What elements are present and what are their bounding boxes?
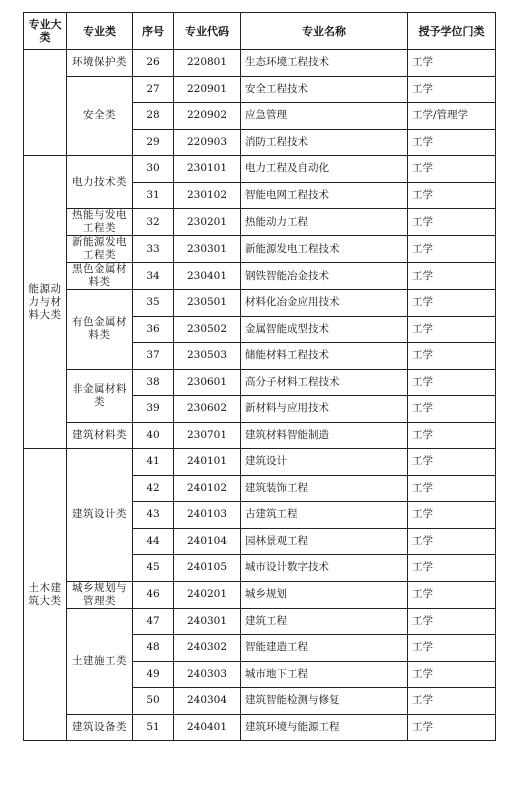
major-name-cell: 生态环境工程技术	[241, 50, 408, 77]
major-name-cell: 热能动力工程	[241, 209, 408, 236]
table-row	[24, 422, 496, 449]
subcategory-cell: 建筑设备类	[67, 714, 133, 741]
degree-cell: 工学	[408, 316, 496, 343]
table-row	[24, 449, 496, 476]
code-cell: 230503	[174, 343, 241, 370]
table-row	[24, 581, 496, 608]
seq-cell: 26	[133, 50, 174, 77]
code-cell: 240302	[174, 635, 241, 662]
major-name-cell: 高分子材料工程技术	[241, 369, 408, 396]
seq-cell: 33	[133, 236, 174, 263]
seq-cell: 42	[133, 475, 174, 502]
degree-cell: 工学	[408, 555, 496, 582]
code-cell: 230401	[174, 263, 241, 290]
major-name-cell: 园林景观工程	[241, 528, 408, 555]
degree-cell: 工学	[408, 714, 496, 741]
subcategory-cell: 环境保护类	[67, 50, 133, 77]
subcategory-cell: 热能与发电工程类	[67, 209, 133, 236]
major-name-cell: 建筑设计	[241, 449, 408, 476]
degree-cell: 工学	[408, 263, 496, 290]
major-name-cell: 智能建造工程	[241, 635, 408, 662]
seq-cell: 44	[133, 528, 174, 555]
degree-cell: 工学	[408, 182, 496, 209]
degree-cell: 工学	[408, 581, 496, 608]
majors-table	[23, 12, 496, 741]
major-name-cell: 建筑材料智能制造	[241, 422, 408, 449]
table-row	[24, 608, 496, 635]
code-cell: 220901	[174, 76, 241, 103]
seq-cell: 50	[133, 688, 174, 715]
seq-cell: 51	[133, 714, 174, 741]
header-category: 专业大类	[24, 13, 67, 50]
code-cell: 230201	[174, 209, 241, 236]
seq-cell: 36	[133, 316, 174, 343]
seq-cell: 40	[133, 422, 174, 449]
degree-cell: 工学	[408, 475, 496, 502]
code-cell: 240304	[174, 688, 241, 715]
subcategory-cell: 有色金属材料类	[67, 290, 133, 370]
table-row	[24, 76, 496, 103]
degree-cell: 工学	[408, 688, 496, 715]
major-name-cell: 古建筑工程	[241, 502, 408, 529]
degree-cell: 工学	[408, 236, 496, 263]
major-name-cell: 材料化冶金应用技术	[241, 290, 408, 317]
degree-cell: 工学	[408, 635, 496, 662]
major-name-cell: 城市地下工程	[241, 661, 408, 688]
seq-cell: 43	[133, 502, 174, 529]
degree-cell: 工学	[408, 209, 496, 236]
category-cell	[24, 50, 67, 156]
header-code: 专业代码	[174, 13, 241, 50]
major-name-cell: 储能材料工程技术	[241, 343, 408, 370]
degree-cell: 工学	[408, 156, 496, 183]
category-cell: 能源动力与材料大类	[24, 156, 67, 449]
major-name-cell: 智能电网工程技术	[241, 182, 408, 209]
subcategory-cell: 非金属材料类	[67, 369, 133, 422]
code-cell: 240104	[174, 528, 241, 555]
major-name-cell: 消防工程技术	[241, 129, 408, 156]
degree-cell: 工学	[408, 661, 496, 688]
subcategory-cell: 建筑材料类	[67, 422, 133, 449]
degree-cell: 工学	[408, 290, 496, 317]
table-row	[24, 50, 496, 77]
degree-cell: 工学	[408, 422, 496, 449]
degree-cell: 工学	[408, 396, 496, 423]
seq-cell: 39	[133, 396, 174, 423]
major-name-cell: 金属智能成型技术	[241, 316, 408, 343]
code-cell: 230502	[174, 316, 241, 343]
table-row	[24, 290, 496, 317]
degree-cell: 工学/管理学	[408, 103, 496, 130]
seq-cell: 48	[133, 635, 174, 662]
degree-cell: 工学	[408, 343, 496, 370]
table-row	[24, 209, 496, 236]
seq-cell: 46	[133, 581, 174, 608]
code-cell: 240301	[174, 608, 241, 635]
degree-cell: 工学	[408, 50, 496, 77]
table-row	[24, 369, 496, 396]
degree-cell: 工学	[408, 76, 496, 103]
code-cell: 240201	[174, 581, 241, 608]
table-row	[24, 236, 496, 263]
major-name-cell: 钢铁智能冶金技术	[241, 263, 408, 290]
seq-cell: 31	[133, 182, 174, 209]
table-row	[24, 156, 496, 183]
header-seq: 序号	[133, 13, 174, 50]
major-name-cell: 建筑工程	[241, 608, 408, 635]
code-cell: 230701	[174, 422, 241, 449]
code-cell: 230102	[174, 182, 241, 209]
header-degree: 授予学位门类	[408, 13, 496, 50]
seq-cell: 47	[133, 608, 174, 635]
degree-cell: 工学	[408, 528, 496, 555]
major-name-cell: 城市设计数字技术	[241, 555, 408, 582]
seq-cell: 28	[133, 103, 174, 130]
seq-cell: 27	[133, 76, 174, 103]
code-cell: 230101	[174, 156, 241, 183]
category-cell: 土木建筑大类	[24, 449, 67, 741]
subcategory-cell: 黑色金属材料类	[67, 263, 133, 290]
code-cell: 240303	[174, 661, 241, 688]
code-cell: 240401	[174, 714, 241, 741]
seq-cell: 30	[133, 156, 174, 183]
seq-cell: 29	[133, 129, 174, 156]
seq-cell: 49	[133, 661, 174, 688]
code-cell: 230601	[174, 369, 241, 396]
major-name-cell: 建筑智能检测与修复	[241, 688, 408, 715]
seq-cell: 38	[133, 369, 174, 396]
major-name-cell: 城乡规划	[241, 581, 408, 608]
code-cell: 230301	[174, 236, 241, 263]
seq-cell: 34	[133, 263, 174, 290]
major-name-cell: 建筑环境与能源工程	[241, 714, 408, 741]
degree-cell: 工学	[408, 129, 496, 156]
subcategory-cell: 新能源发电工程类	[67, 236, 133, 263]
seq-cell: 35	[133, 290, 174, 317]
code-cell: 220902	[174, 103, 241, 130]
degree-cell: 工学	[408, 449, 496, 476]
degree-cell: 工学	[408, 369, 496, 396]
major-name-cell: 新材料与应用技术	[241, 396, 408, 423]
seq-cell: 32	[133, 209, 174, 236]
subcategory-cell: 安全类	[67, 76, 133, 156]
subcategory-cell: 建筑设计类	[67, 449, 133, 582]
seq-cell: 45	[133, 555, 174, 582]
subcategory-cell: 土建施工类	[67, 608, 133, 714]
code-cell: 220903	[174, 129, 241, 156]
seq-cell: 37	[133, 343, 174, 370]
table-row	[24, 714, 496, 741]
code-cell: 230501	[174, 290, 241, 317]
code-cell: 230602	[174, 396, 241, 423]
subcategory-cell: 城乡规划与管理类	[67, 581, 133, 608]
code-cell: 240101	[174, 449, 241, 476]
major-name-cell: 安全工程技术	[241, 76, 408, 103]
major-name-cell: 建筑装饰工程	[241, 475, 408, 502]
seq-cell: 41	[133, 449, 174, 476]
table-row	[24, 263, 496, 290]
major-name-cell: 新能源发电工程技术	[241, 236, 408, 263]
table-body	[24, 50, 496, 741]
major-name-cell: 电力工程及自动化	[241, 156, 408, 183]
header-name: 专业名称	[241, 13, 408, 50]
major-name-cell: 应急管理	[241, 103, 408, 130]
subcategory-cell: 电力技术类	[67, 156, 133, 209]
header-subcategory: 专业类	[67, 13, 133, 50]
code-cell: 240102	[174, 475, 241, 502]
code-cell: 220801	[174, 50, 241, 77]
table-header	[24, 13, 496, 50]
code-cell: 240103	[174, 502, 241, 529]
degree-cell: 工学	[408, 502, 496, 529]
code-cell: 240105	[174, 555, 241, 582]
degree-cell: 工学	[408, 608, 496, 635]
